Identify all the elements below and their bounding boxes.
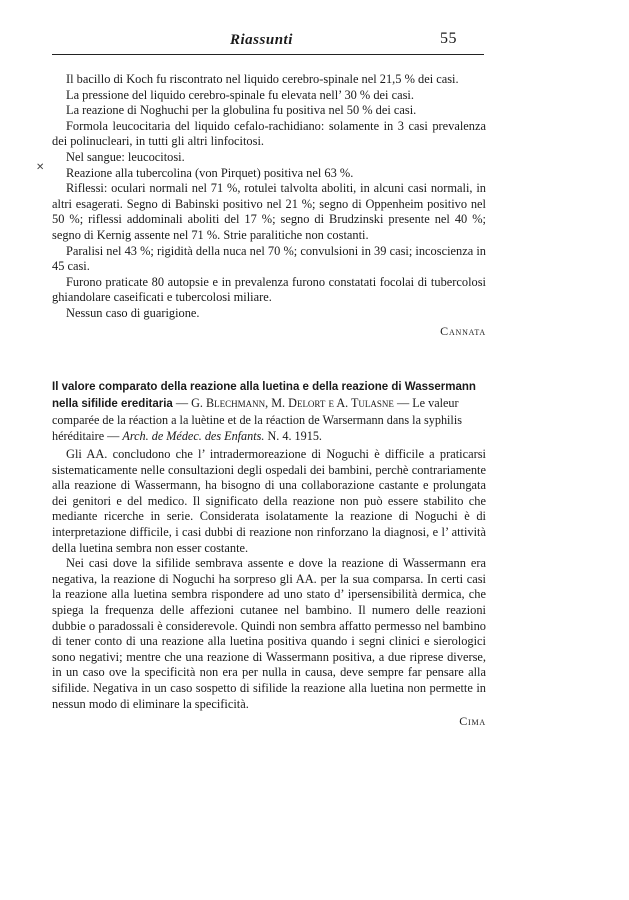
paragraph: La pressione del liquido cerebro-spinale fu elevata nell’ 30 % dei casi. — [66, 87, 414, 102]
journal-name: Arch. de Médec. des Enfants. — [122, 429, 265, 443]
journal-reference: N. 4. 1915. — [264, 429, 322, 443]
signature: Cannata — [440, 323, 486, 338]
paragraph: Nei casi dove la sifilide sembrava assente e dove la reazione di Wassermann era negativa, la reazione di Noguchi ha sorpreso gli AA. per la sua comparsa. In certi casi la reazione alla luetina sembra rispondere ad uno stato d’ ipersensibilità dermica, che spiega la frequenza delle affezioni cutanee nel bambino. Il numero delle reazioni dubbie o paradossali è considerevole. Quindi non sembra affatto permesso nel bambino di tener conto di una reazione alla luetina positiva quando i segni clinici e sierologici sono negativi; mentre che una reazione di Wassermann positiva, a due riprese diverse, in un caso ove la specificità non era per nulla in causa, deve sempre far pensare alla sifilide. Negativa in un caso sospetto di sifilide la reazione alla luetina non permette in nessun modo di eliminare la specificità. — [52, 556, 486, 711]
paragraph: Il bacillo di Koch fu riscontrato nel liquido cerebro-spinale nel 21,5 % dei casi. — [66, 72, 459, 86]
paragraph: Formola leucocitaria del liquido cefalo-rachidiano: solamente in 3 casi prevalenza dei polinucleari, in tutti gli altri linfocitosi. — [52, 118, 486, 149]
paragraph: La reazione di Noghuchi per la globulina fu positiva nel 50 % dei casi. — [66, 103, 417, 118]
article-authors: G. Blechmann, M. Delort e A. Tulasne — [191, 396, 394, 410]
margin-mark: ✕ — [36, 162, 45, 173]
signature: Cima — [459, 714, 486, 729]
header-rule — [52, 54, 484, 55]
running-head — [0, 0, 629, 60]
article-2-body — [52, 447, 486, 730]
paragraph: Nel sangue: leucocitosi. — [66, 149, 185, 164]
paragraph: Furono praticate 80 autopsie e in prevalenza furono constatati focolai di tubercolosi ghiandolare caseificati e tubercolosi miliare. — [52, 274, 486, 305]
paragraph: Riflessi: oculari normali nel 71 %, rotulei talvolta aboliti, in alcuni casi normali, in altri esagerati. Segno di Babinski positivo nel 21 %; segno di Oppenheim positivo nel 50 %; riflessi addominali aboliti del 17 %; segno di Brudzinski presente nel 40 %; segno di Kernig assente nel 71 %. Strie paralitiche non costanti. — [52, 181, 486, 242]
original-title: — Le valeur comparée de la réaction a la luètine et de la réaction de Warsermann dans la syphilis héréditaire — — [52, 396, 462, 443]
article-1-body — [52, 72, 486, 339]
running-head-title: Riassunti — [230, 32, 293, 48]
page-number: 55 — [440, 30, 457, 47]
paragraph: Reazione alla tubercolina (von Pirquet) positiva nel 63 %. — [66, 165, 354, 180]
paragraph: Nessun caso di guarigione. — [66, 305, 200, 320]
paragraph: Paralisi nel 43 %; rigidità della nuca nel 70 %; convulsioni in 39 casi; incoscienza in 45 casi. — [52, 243, 486, 274]
paragraph: Gli AA. concludono che l’ intradermoreazione di Noguchi è difficile a praticarsi sistematicamente nelle consultazioni degli ospedali dei bambini, perchè contrariamente alla reazione di Wassermann, ha bisogno di una collaborazione castante e prolungata dei genitori e del medico. Il significato della reazione non può essere stabilito che mediante ricerche in serie. Considerata isolatamente la reazione di Noguchi è di interpretazione difficile, i casi dubbi di reazione non rinforzano la diagnosi, e l’ attività della luetina sembra non esser costante. — [52, 447, 486, 555]
separator: — — [172, 396, 192, 410]
article-2-heading — [52, 378, 486, 444]
article-title: Il valore comparato della reazione alla luetina e della reazione di Wassermann nella sifilide ereditaria — [52, 381, 476, 410]
